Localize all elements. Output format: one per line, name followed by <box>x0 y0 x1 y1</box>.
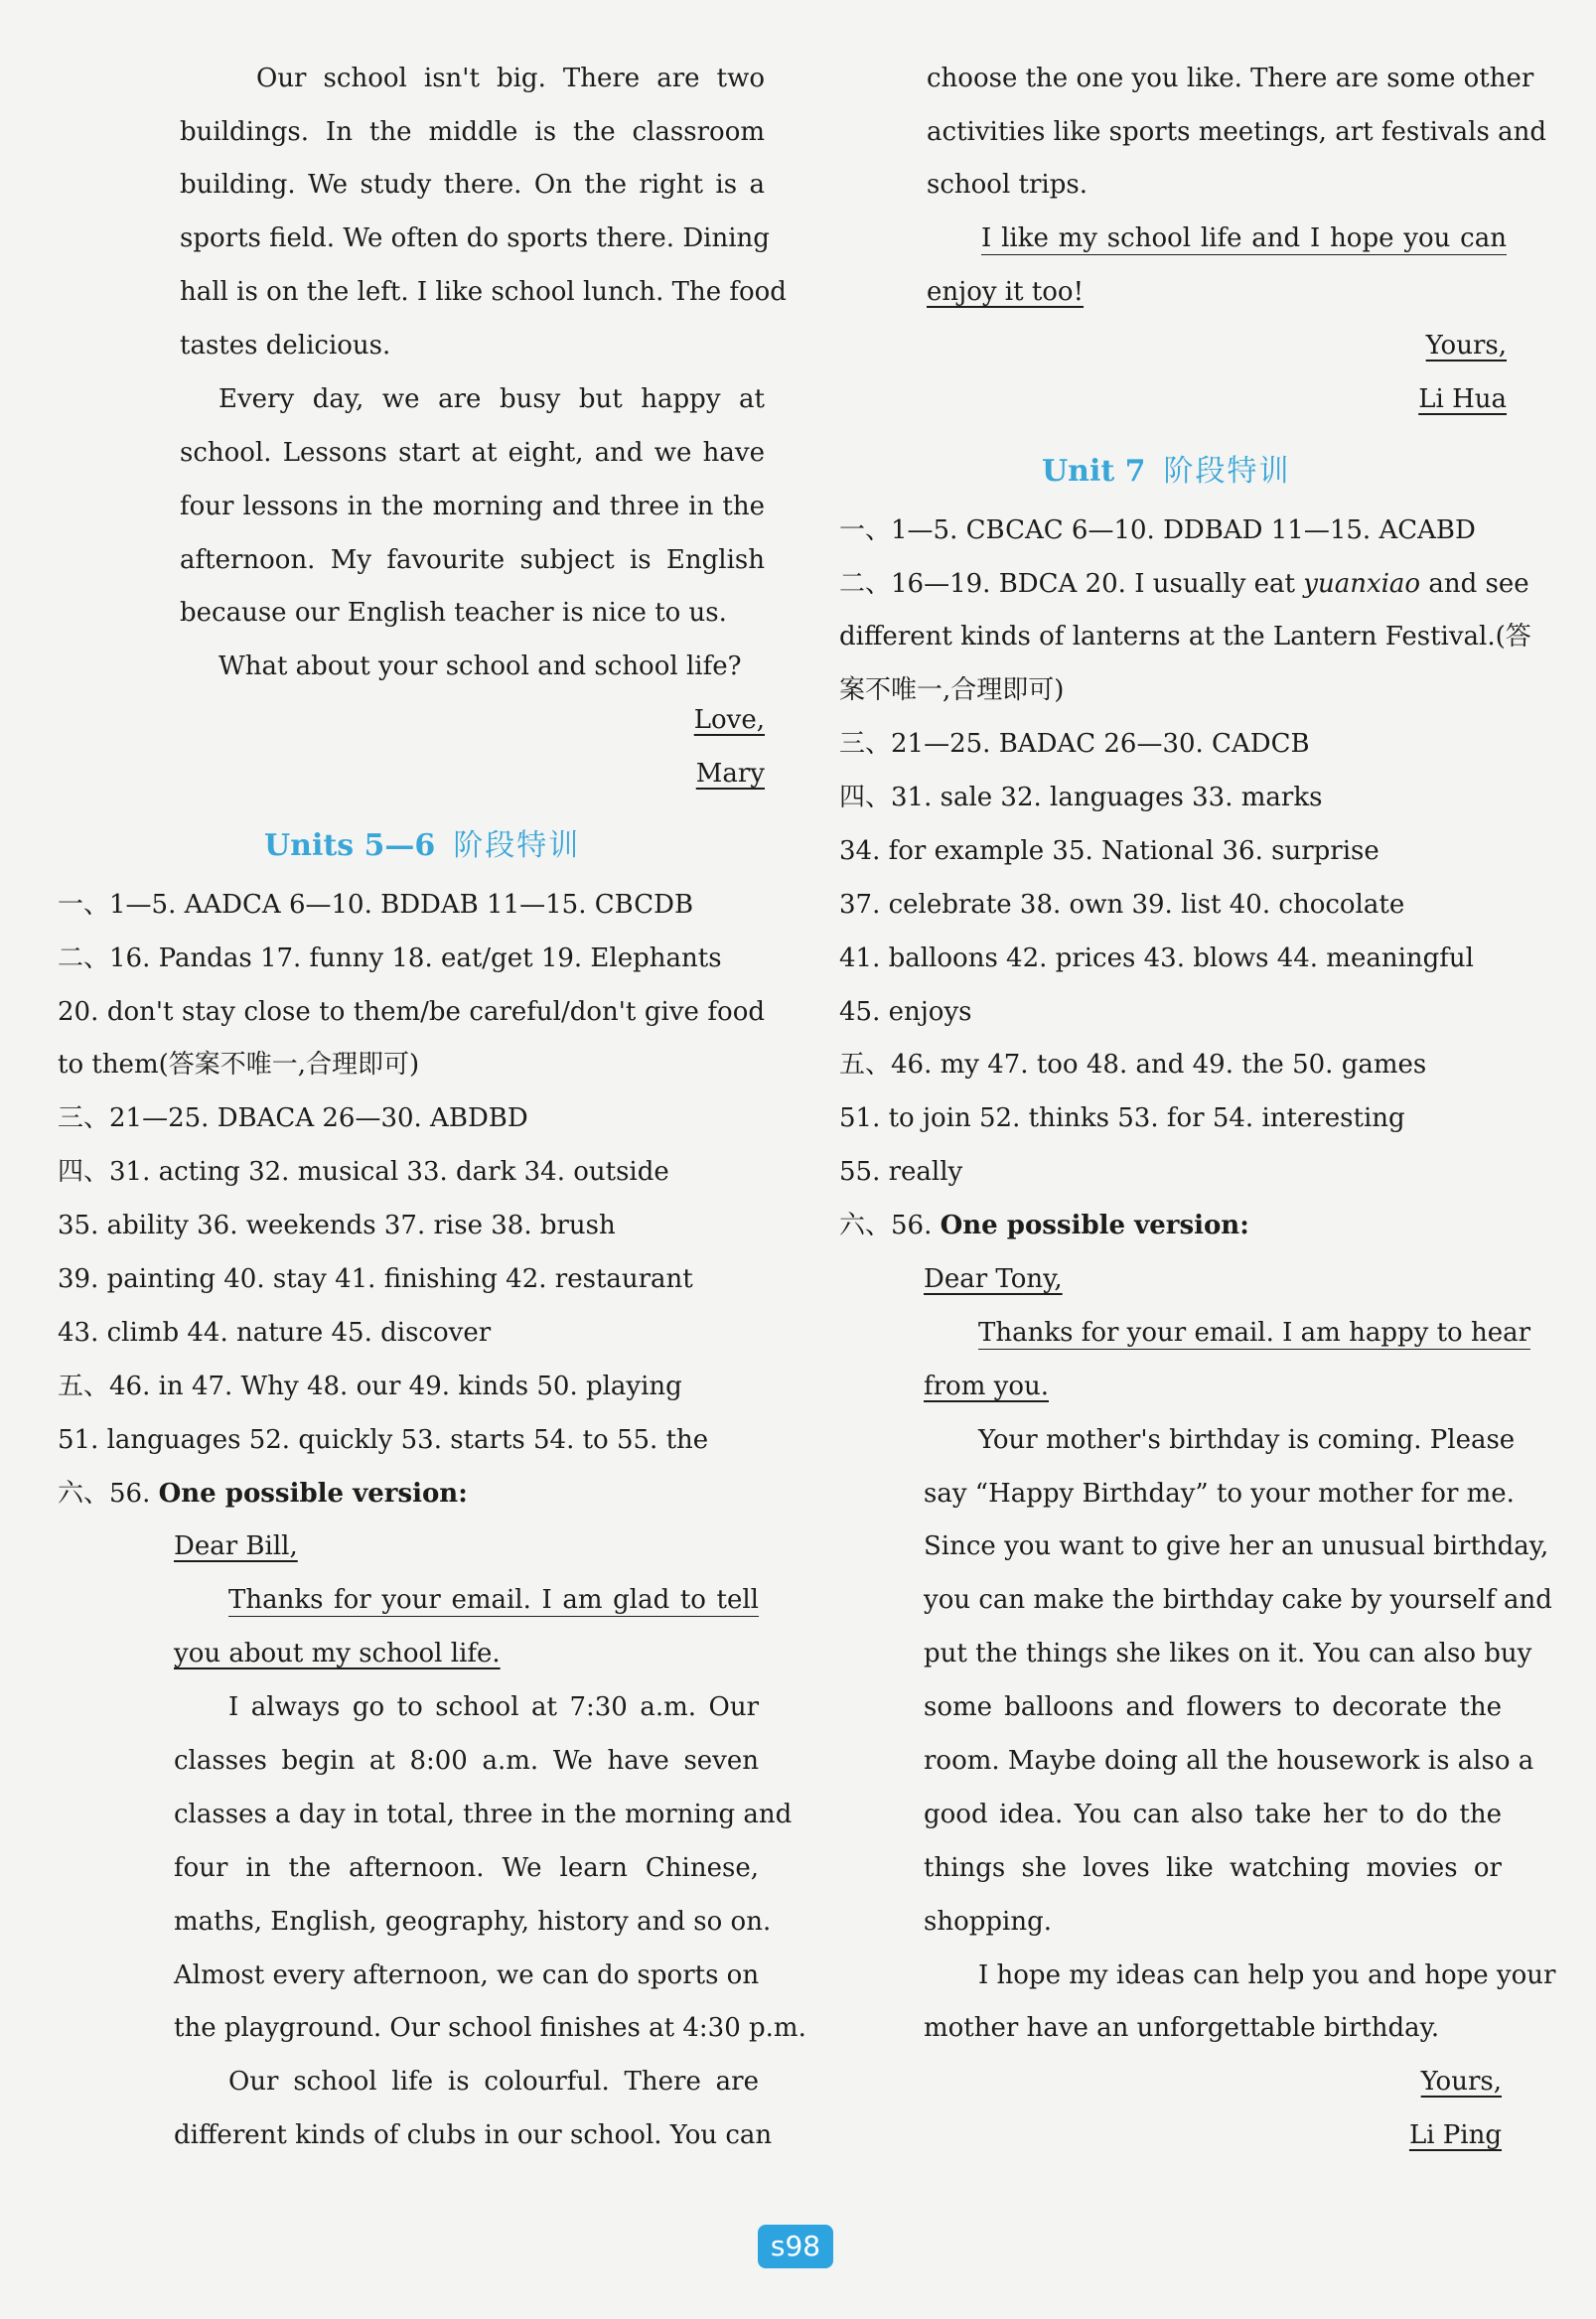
answer-line: 四、31. acting 32. musical 33. dark 34. outside <box>58 1157 669 1188</box>
letter-line: Every day, we are busy but happy at <box>218 383 765 414</box>
letter-closing: Love, <box>693 705 765 736</box>
section-heading <box>1042 452 1291 492</box>
section-heading-cn: 阶段特训 <box>1163 453 1291 489</box>
section-heading-en: Units 5—6 <box>264 827 436 863</box>
letter-line: Almost every afternoon, we can do sports on <box>174 1959 760 1990</box>
answer-prefix: 六、56. <box>58 1478 151 1509</box>
letter-line: sports field. We often do sports there. Dining <box>180 223 770 254</box>
letter-closing: Yours, <box>1425 331 1507 362</box>
letter-line-underlined: Thanks for your email. I am glad to tell <box>228 1585 759 1616</box>
answer-line: 55. really <box>839 1157 963 1188</box>
answer-line: 34. for example 35. National 36. surprise <box>839 835 1379 866</box>
letter-line: the playground. Our school finishes at 4:30 p.m. <box>174 2013 806 2044</box>
letter-line: because our English teacher is nice to us. <box>180 598 727 629</box>
letter-line-underlined: enjoy it too! <box>927 277 1085 308</box>
letter-line-underlined: I like my school life and I hope you can <box>981 223 1507 254</box>
answer-line <box>839 565 1529 603</box>
letter-line: some balloons and flowers to decorate the <box>924 1692 1502 1723</box>
letter-line: four lessons in the morning and three in the <box>180 491 765 521</box>
answer-prefix: 六、56. <box>839 1211 933 1241</box>
letter-closing: Yours, <box>1420 2067 1502 2098</box>
letter-line: shopping. <box>924 1906 1052 1937</box>
answer-line: 四、31. sale 32. languages 33. marks <box>839 783 1323 813</box>
letter-greeting: Dear Tony, <box>924 1264 1063 1295</box>
section-heading <box>264 826 580 866</box>
letter-line: four in the afternoon. We learn Chinese, <box>174 1852 759 1883</box>
answer-line <box>58 1475 468 1513</box>
letter-line: Your mother's birthday is coming. Please <box>978 1424 1516 1455</box>
letter-signature: Mary <box>695 759 765 790</box>
letter-line: good idea. You can also take her to do the <box>924 1799 1502 1829</box>
letter-line: maths, English, geography, history and so on. <box>174 1906 772 1937</box>
letter-line: activities like sports meetings, art festivals and <box>927 116 1546 147</box>
answer-line: 51. languages 52. quickly 53. starts 54. to 55. the <box>58 1424 709 1455</box>
letter-line: different kinds of clubs in our school. You can <box>174 2120 773 2151</box>
section-heading-en: Unit 7 <box>1042 453 1146 489</box>
answer-text: 二、16—19. BDCA 20. I usually eat <box>839 568 1295 599</box>
letter-line-underlined: from you. <box>924 1371 1049 1401</box>
letter-line: classes a day in total, three in the morning and <box>174 1799 793 1829</box>
answer-line: 五、46. in 47. Why 48. our 49. kinds 50. playing <box>58 1371 682 1401</box>
letter-line: Our school life is colourful. There are <box>228 2067 759 2098</box>
answer-line: 41. balloons 42. prices 43. blows 44. meaningful <box>839 942 1474 973</box>
answer-line: to them(答案不唯一,合理即可) <box>58 1050 420 1081</box>
letter-line: mother have an unforgettable birthday. <box>924 2013 1440 2044</box>
answer-line: 39. painting 40. stay 41. finishing 42. restaurant <box>58 1264 693 1295</box>
answer-bold: One possible version: <box>158 1478 468 1509</box>
letter-line-underlined: you about my school life. <box>174 1639 501 1669</box>
answer-line: 三、21—25. BADAC 26—30. CADCB <box>839 729 1310 760</box>
answer-line: 43. climb 44. nature 45. discover <box>58 1317 492 1348</box>
letter-greeting: Dear Bill, <box>174 1531 298 1562</box>
letter-line: choose the one you like. There are some other <box>927 63 1534 93</box>
letter-line: school. Lessons start at eight, and we have <box>180 437 765 468</box>
section-heading-cn: 阶段特训 <box>453 827 581 863</box>
answer-line: 35. ability 36. weekends 37. rise 38. brush <box>58 1211 616 1241</box>
answer-bold: One possible version: <box>940 1211 1249 1241</box>
answer-line: 37. celebrate 38. own 39. list 40. chocolate <box>839 889 1405 920</box>
letter-line: classes begin at 8:00 a.m. We have seven <box>174 1745 759 1776</box>
answer-line <box>839 1207 1249 1244</box>
letter-line: I hope my ideas can help you and hope your <box>978 1959 1556 1990</box>
letter-line: I always go to school at 7:30 a.m. Our <box>228 1692 759 1723</box>
letter-line: buildings. In the middle is the classroom <box>180 116 765 147</box>
answer-line: 五、46. my 47. too 48. and 49. the 50. games <box>839 1050 1427 1081</box>
answer-line: 一、1—5. AADCA 6—10. BDDAB 11—15. CBCDB <box>58 889 694 920</box>
letter-line: hall is on the left. I like school lunch. The food <box>180 277 787 308</box>
letter-line: building. We study there. On the right is a <box>180 170 765 201</box>
letter-line: room. Maybe doing all the housework is also a <box>924 1745 1534 1776</box>
answer-line: 一、1—5. CBCAC 6—10. DDBAD 11—15. ACABD <box>839 514 1476 545</box>
letter-line: afternoon. My favourite subject is English <box>180 544 765 575</box>
answer-text: and see <box>1428 568 1529 599</box>
letter-line: you can make the birthday cake by yourself and <box>924 1585 1552 1616</box>
letter-line: say “Happy Birthday” to your mother for me. <box>924 1478 1515 1509</box>
letter-line: Our school isn't big. There are two <box>256 63 765 93</box>
letter-line: school trips. <box>927 170 1088 201</box>
letter-line: things she loves like watching movies or <box>924 1852 1502 1883</box>
answer-italic: yuanxiao <box>1303 568 1421 599</box>
letter-line: put the things she likes on it. You can also buy <box>924 1639 1532 1669</box>
letter-signature: Li Hua <box>1418 383 1507 414</box>
answer-line: different kinds of lanterns at the Lantern Festival.(答 <box>839 622 1531 652</box>
answer-line: 51. to join 52. thinks 53. for 54. interesting <box>839 1103 1405 1134</box>
answer-line: 案不唯一,合理即可) <box>839 675 1065 706</box>
letter-line: Since you want to give her an unusual birthday, <box>924 1531 1549 1562</box>
answer-line: 三、21—25. DBACA 26—30. ABDBD <box>58 1103 528 1134</box>
answer-line: 20. don't stay close to them/be careful/don't give food <box>58 996 765 1027</box>
page-number-badge: s98 <box>758 2225 833 2268</box>
letter-line-underlined: Thanks for your email. I am happy to hear <box>978 1317 1531 1348</box>
letter-line: tastes delicious. <box>180 331 391 362</box>
letter-signature: Li Ping <box>1408 2120 1502 2151</box>
letter-line: What about your school and school life? <box>218 652 742 682</box>
answer-line: 45. enjoys <box>839 996 972 1027</box>
answer-line: 二、16. Pandas 17. funny 18. eat/get 19. Elephants <box>58 942 722 973</box>
